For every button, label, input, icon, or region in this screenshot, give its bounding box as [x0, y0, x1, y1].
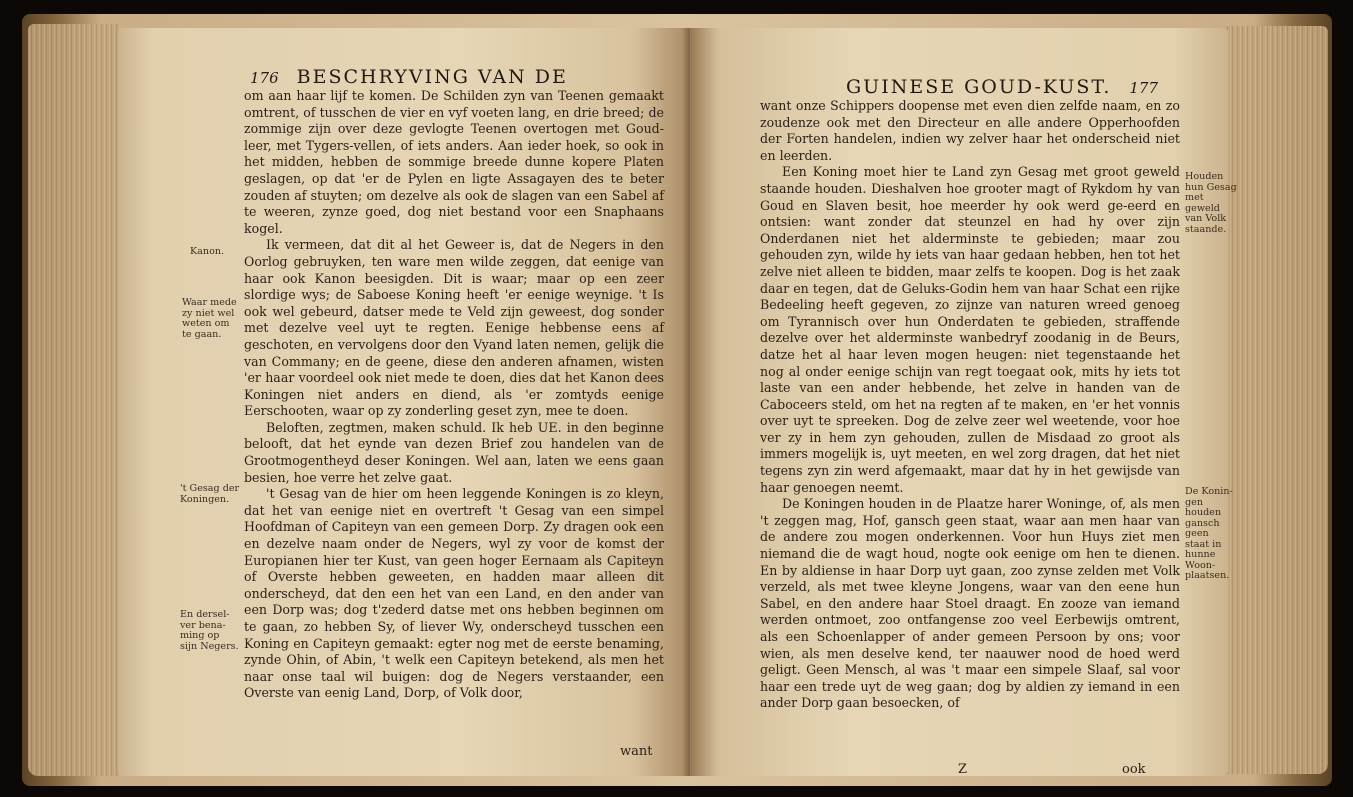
left-margin-note-gesag: 't Gesag der Koningen.	[180, 483, 240, 505]
signature-mark: Z	[958, 762, 968, 777]
left-page-number: 176	[250, 69, 279, 87]
left-page-block-edge	[28, 24, 120, 776]
left-margin-note-kanon: Kanon.	[190, 246, 225, 257]
right-page-number: 177	[1129, 79, 1158, 97]
left-running-head	[250, 66, 568, 88]
left-paragraph: 't Gesag van de hier om heen leggende Koningen is zo kleyn, dat het van eenige niet en overtreft 't Gesag van een simpel Hoofdman of Capiteyn van een gemeen Dorp. Zy dragen ook een en dezelve naam onder de Negers, wyl zy voor de komst der Europianen hier ter Kust, van geen hoger Eernaam als Capiteyn of Overste hebben geweeten, en hadden maar alleen dit onderscheyd, dat den een het van een Land, en den ander van een Dorp was; dog t'zederd datse met ons hebben beginnen om te gaan, zo hebben Sy, of liever Wy, onderscheyd tusschen een Koning en Capiteyn gemaakt: egter nog met de eerste benaming, zynde Ohin, of Abin, 't welk een Capiteyn betekend, als men het naar onse taal wil buigen: dog de Negers verstaander, een Overste van eenig Land, Dorp, of Volk door,	[244, 486, 664, 701]
right-paragraph: Een Koning moet hier te Land zyn Gesag met groot geweld staande houden. Dieshalven hoe grooter magt of Rykdom hy van Goud en Slaven besit, hoe meerder hy ook werd ge-eerd en ontsien: want zonder dat steunzel en had hy over zijn Onderdanen niet het alderminste te gebieden; maar zou gehouden zyn, wilde hy iets van haar gedaan hebben, hen tot het zelve niet alleen te bidden, maar zelfs te koopen. Dog is het zaak daar en tegen, dat de Geluks-Godin hem van haar Schat een rijke Bedeeling heeft gegeven, zo zijnze van naturen wreed genoeg om Tyrannisch over hun Onderdaten te gebieden, straffende dezelve over het alderminste wanbedryf zoodanig in de Beurs, datze het al haar leven mogen heugen: niet tegenstaande het nog al onder eenige schijn van regt toegaat ook, mits hy iets tot laste van een ander hebbende, het zelve in handen van de Caboceers steld, om het na regten af te maken, en 'er het vonnis over uyt te spreeken. Dog de zelve zeer wel weetende, voor hoe ver zy in hem zyn gehouden, zullen de Misdaad zo groot als immers mogelijk is, uyt meeten, en wel zorg dragen, dat het niet tegens zyn zin werd afgemaakt, maar dat hy in het gewijsde van haar genoegen neemt.	[760, 164, 1180, 495]
right-page-body	[760, 98, 1180, 712]
left-paragraph: om aan haar lijf te komen. De Schilden zyn van Teenen gemaakt omtrent, of tusschen de vier en vyf voeten lang, en drie breed; de zommige zijn over deze gevlogte Teenen overtogen met Goud-leer, met Tygers-vellen, of iets anders. Aan ieder hoek, so ook in het midden, hebben de sommige breede dunne kopere Platen geslagen, op dat 'er de Pylen en ligte Assagayen des te beter zouden af stuyten; om dezelve als ook de slagen van een Sabel af te weeren, zynze goed, dog niet bestand voor een Snaphaans kogel.	[244, 88, 664, 236]
right-running-head	[846, 76, 1158, 98]
left-margin-note-waar-mede: Waar mede zy niet wel weten om te gaan.	[182, 297, 237, 340]
left-margin-note-benaming: En dersel- ver bena- ming op sijn Negers.	[180, 609, 239, 652]
right-paragraph: De Koningen houden in de Plaatze harer Woninge, of, als men 't zeggen mag, Hof, gansch geen staat, waar aan men haar van de andere zou mogen onderkennen. Voor hun Huys ziet men niemand die de wagt houd, nogte ook eenige om hen te dienen. En by aldiense in haar Dorp uyt gaan, zoo zynse zelden met Volk verzeld, als met twee kleyne Jongens, waar van den eene hun Sabel, en den andere haar Stoel draagt. En zooze van iemand werden ontmoet, zoo ontfangense zoo veel Eerbewijs omtrent, als een Schoenlapper of ander gemeen Persoon by ons; voor wien, als men deselve kend, ter naauwer nood de hoed werd geligt. Geen Mensch, al was 't maar een simpele Slaaf, sal voor haar een trede uyt de weg gaan; dog by aldien zy iemand in een ander Dorp gaan besoecken, of	[760, 496, 1180, 711]
right-page-block-edge	[1224, 26, 1328, 774]
left-paragraph: Beloften, zegtmen, maken schuld. Ik heb UE. in den beginne belooft, dat het eynde van dezen Brief zou handelen van de Grootmogentheyd deser Koningen. Wel aan, laten we eens gaan besien, hoe verre het zelve gaat.	[244, 419, 664, 485]
left-running-head-title: BESCHRYVING VAN DE	[296, 66, 568, 88]
right-margin-note-houden: Houden hun Gesag met geweld van Volk staande.	[1185, 171, 1237, 235]
right-running-head-title: GUINESE GOUD-KUST.	[846, 76, 1112, 98]
right-paragraph: want onze Schippers doopense met even dien zelfde naam, en zo zoudenze ook met den Directeur en alle andere Opperhoofden der Forten handelen, indien wy zelver haar het onderscheid niet en leerden.	[760, 98, 1180, 163]
right-margin-note-koningen: De Konin- gen houden gansch geen staat in hunne Woon- plaatsen.	[1185, 486, 1233, 581]
left-catchword: want	[620, 744, 653, 759]
right-catchword: ook	[1122, 762, 1146, 777]
left-paragraph: Ik vermeen, dat dit al het Geweer is, dat de Negers in den Oorlog gebruyken, ten ware men wilde zeggen, dat eenige van haar ook Kanon beesigden. Dit is waar; maar op een zeer slordige wys; de Saboese Koning heeft 'er eenige weynige. 't Is ook wel gebeurd, datser mede te Veld zijn geweest, dog sonder met dezelve veel uyt te regten. Eenige hebbense eens af geschoten, en vervolgens door den Vyand laten nemen, gelijk die van Commany; en de geene, diese den anderen afnamen, wisten 'er haar voordeel ook niet mede te doen, dies dat het Kanon dees Koningen niet anders en diend, als 'er zomtyds eenige Eerschooten, waar op zy zonderling geset zyn, mee te doen.	[244, 237, 664, 419]
left-page-body	[244, 88, 664, 702]
